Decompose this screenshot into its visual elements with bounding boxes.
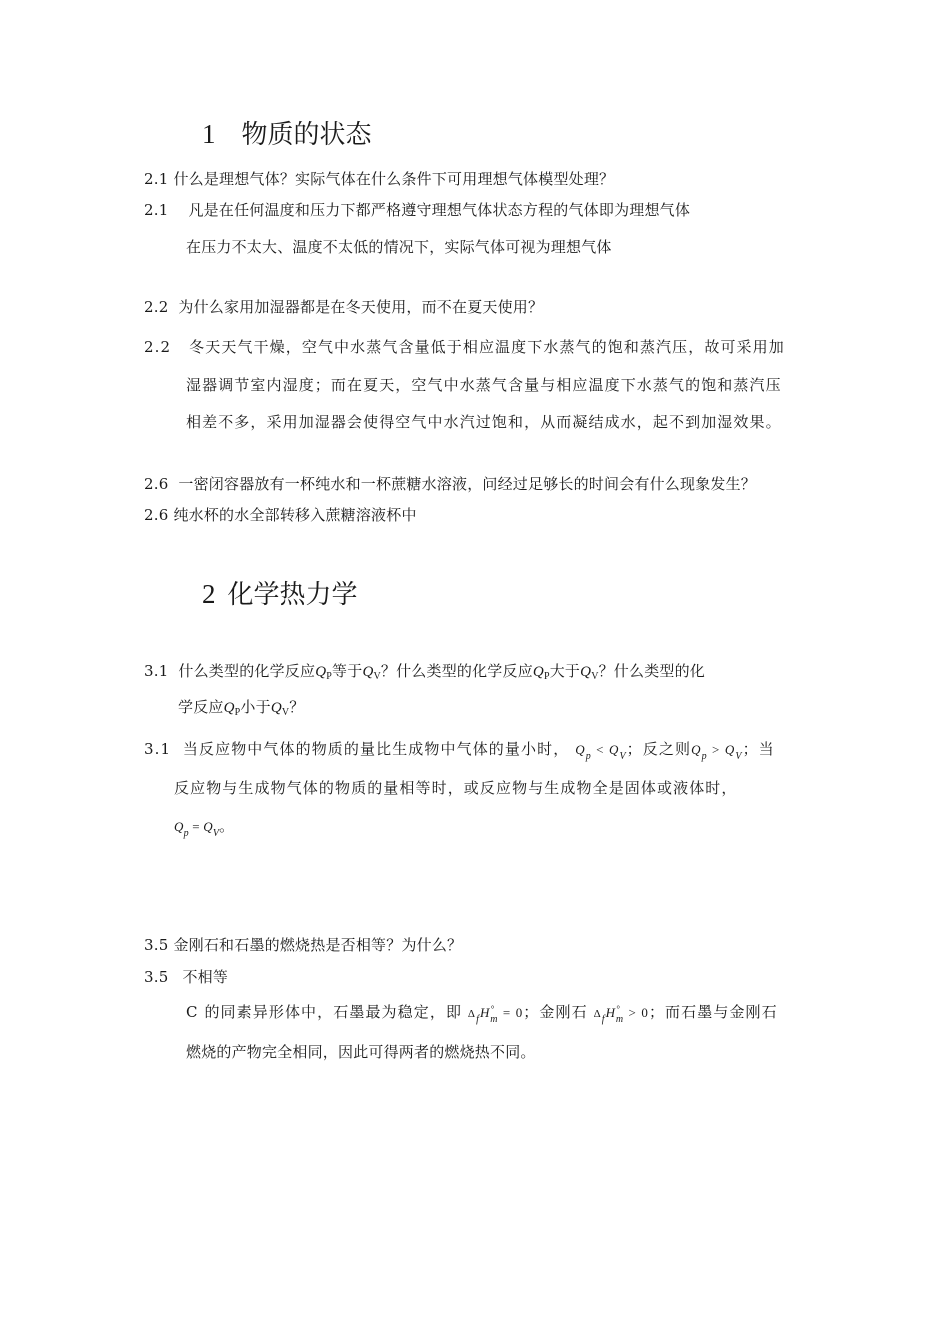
text-part: ；反之则 [626,740,692,758]
question-label: 2.1 [144,170,169,188]
text-part: 学反应 [178,698,224,716]
question-3-1-line-1 [144,660,705,682]
symbol-q-p: $Q_P$ [532,664,550,682]
formula-diamond-enthalpy: $\Delta_fH^\circ_m > 0$ [593,1004,649,1025]
text-part: C 的同素异形体中，石墨最为稳定，即 [186,1003,463,1021]
section-2-number: 2 [202,579,216,609]
symbol-q-v: $Q_V$ [362,664,381,682]
answer-2-2-line-3: 相差不多，采用加湿器会使得空气中水汽过饱和，从而凝结成水，起不到加湿效果。 [186,413,782,431]
question-text: 为什么家用加湿器都是在冬天使用，而不在夏天使用？ [178,298,544,316]
question-text: 金刚石和石墨的燃烧热是否相等？为什么？ [173,936,463,954]
answer-label: 3.5 [144,968,169,986]
answer-text: 不相等 [182,968,229,986]
answer-2-2-line-1 [144,336,785,357]
answer-3-5-line-1 [144,966,228,987]
question-text: 一密闭容器放有一杯纯水和一杯蔗糖水溶液，问经过足够长的时间会有什么现象发生？ [178,475,757,493]
section-1-title: 物质的状态 [241,120,372,150]
text-part: 什么类型的化学反应 [178,662,316,680]
question-label: 2.6 [144,475,169,493]
question-2-2 [144,296,543,317]
answer-text: 凡是在任何温度和压力下都严格遵守理想气体状态方程的气体即为理想气体 [188,201,691,219]
text-part: 当反应物中气体的物质的量比生成物中气体的量小时， [182,740,570,758]
text-part: 大于 [549,662,581,680]
question-label: 3.5 [144,936,169,954]
text-part: 。 [219,817,235,835]
text-part: ；当 [742,740,775,758]
question-label: 3.1 [144,662,169,680]
text-part: ？ [289,698,305,716]
question-label: 2.2 [144,298,169,316]
answer-label: 2.1 [144,201,169,219]
answer-3-5-line-3: 燃烧的产物完全相同，因此可得两者的燃烧热不同。 [186,1043,536,1061]
question-2-6 [144,473,756,494]
answer-label: 2.6 [144,506,169,524]
question-text: 什么是理想气体？实际气体在什么条件下可用理想气体模型处理？ [173,170,615,188]
section-2-heading [202,574,358,611]
formula-graphite-enthalpy: $\Delta_fH^\circ_m = 0$ [467,1004,524,1025]
text-part: ？什么类型的化学反应 [380,662,533,680]
text-part: 等于 [332,662,363,680]
text-part: 小于 [240,698,271,716]
answer-text: 纯水杯的水全部转移入蔗糖溶液杯中 [173,506,417,524]
text-part: ；而石墨与金刚石 [648,1003,778,1021]
text-part: ？什么类型的化 [598,662,706,680]
text-part: ；金刚石 [523,1003,588,1021]
answer-2-1-line-1 [144,199,690,220]
formula-qp-gt-qv: $Q_p > Q_V$ [691,742,743,762]
answer-3-1-line-2: 反应物与生成物气体的物质的量相等时，或反应物与生成物全是固体或液体时， [174,779,738,797]
formula-qp-eq-qv: $Q_p = Q_V$ [174,819,220,839]
symbol-q-p: $Q_P$ [315,664,333,682]
answer-2-6 [144,504,417,525]
symbol-q-v: $Q_V$ [580,664,599,682]
answer-3-1-line-3 [174,815,234,839]
question-3-5 [144,934,462,955]
answer-2-1-line-2: 在压力不太大、温度不太低的情况下，实际气体可视为理想气体 [186,238,612,256]
symbol-q-p: $Q_P$ [223,700,241,718]
question-3-1-line-2 [178,696,305,718]
symbol-q-v: $Q_V$ [270,700,290,718]
answer-3-5-line-2 [186,1001,778,1025]
section-1-number: 1 [202,119,216,149]
section-1-heading [202,114,372,151]
answer-label: 3.1 [144,740,172,758]
answer-3-1-line-1 [144,738,775,762]
formula-qp-lt-qv: $Q_p < Q_V$ [575,742,627,762]
section-2-title: 化学热力学 [227,580,358,610]
answer-2-2-line-2: 湿器调节室内湿度；而在夏天，空气中水蒸气含量与相应温度下水蒸气的饱和蒸汽压 [186,376,782,394]
question-2-1 [144,168,614,189]
answer-label: 2.2 [144,338,172,356]
answer-text: 冬天天气干燥，空气中水蒸气含量低于相应温度下水蒸气的饱和蒸汽压，故可采用加 [189,338,785,356]
